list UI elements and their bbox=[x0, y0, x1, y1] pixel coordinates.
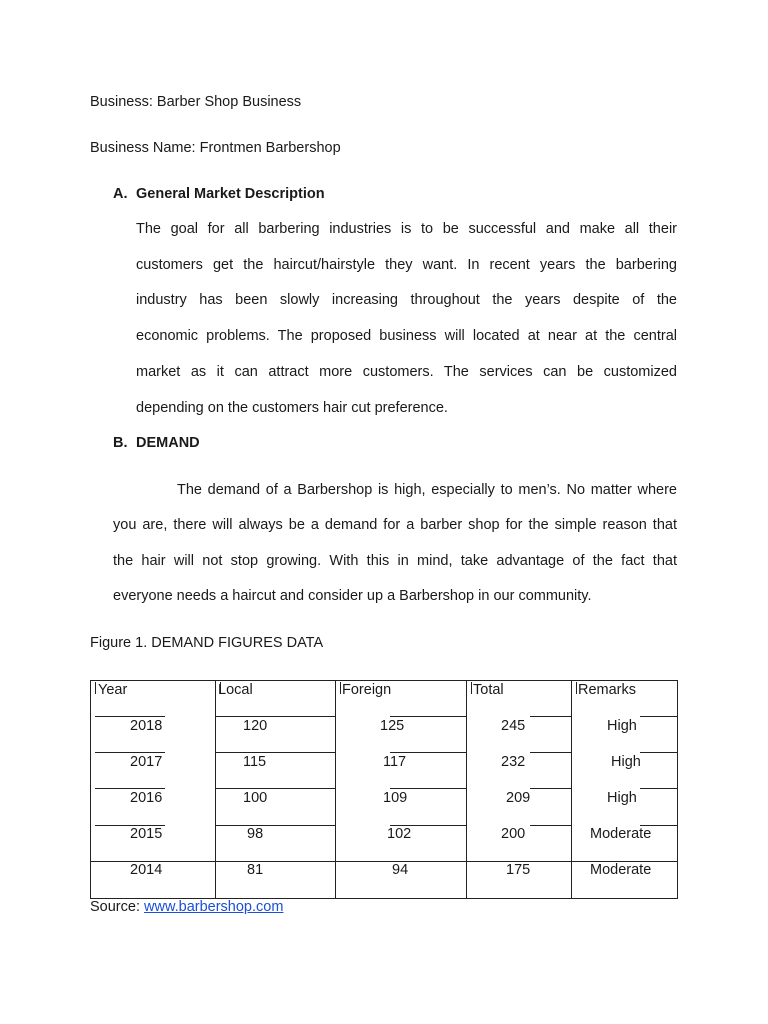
table-fragment-tick bbox=[340, 682, 341, 694]
section-b-line-3: the hair will not stop growing. With this in mind, take advantage of the fact that bbox=[113, 553, 677, 569]
section-a-line-4: economic problems. The proposed business will located at near at the central bbox=[136, 328, 677, 344]
section-b-line-2: you are, there will always be a demand for a barber shop for the simple reason that bbox=[113, 517, 677, 533]
table-header-foreign: Foreign bbox=[342, 682, 392, 698]
table-cell: 115 bbox=[243, 754, 267, 770]
source-link[interactable]: www.barbershop.com bbox=[144, 899, 284, 915]
table-cell: 125 bbox=[380, 718, 405, 734]
table-fragment-line bbox=[390, 752, 466, 753]
table-cell: 102 bbox=[387, 826, 412, 842]
table-header-year: Year bbox=[98, 682, 128, 698]
table-cell: 94 bbox=[392, 862, 409, 878]
table-cell: 175 bbox=[506, 862, 531, 878]
table-col-border bbox=[571, 680, 572, 899]
table-fragment-line bbox=[640, 716, 677, 717]
section-a-line-5: market as it can attract more customers. The services can be customized bbox=[136, 364, 677, 380]
table-cell: 232 bbox=[501, 754, 526, 770]
table-header-local: Local bbox=[218, 682, 253, 698]
section-b-line-4: everyone needs a haircut and consider up a Barbershop in our community. bbox=[113, 588, 592, 604]
table-header-total: Total bbox=[473, 682, 504, 698]
table-cell: High bbox=[611, 754, 641, 770]
table-cell: 100 bbox=[243, 790, 268, 806]
table-cell: Moderate bbox=[590, 862, 652, 878]
table-fragment-line bbox=[270, 716, 335, 717]
source-label: Source: bbox=[90, 899, 144, 915]
table-fragment-line bbox=[215, 788, 335, 789]
table-fragment-line bbox=[215, 752, 335, 753]
section-b-title: DEMAND bbox=[136, 435, 200, 451]
table-col-border bbox=[215, 680, 216, 899]
table-fragment-line bbox=[95, 788, 165, 789]
table-cell: High bbox=[607, 718, 637, 734]
table-fragment-line bbox=[390, 716, 466, 717]
table-fragment-line bbox=[215, 825, 335, 826]
table-col-border bbox=[335, 680, 336, 899]
table-col-border bbox=[466, 680, 467, 899]
section-b-line-1: The demand of a Barbershop is high, especially to men’s. No matter where bbox=[177, 482, 677, 498]
table-fragment-line bbox=[640, 752, 677, 753]
table-cell: 109 bbox=[383, 790, 408, 806]
section-a-line-1: The goal for all barbering industries is to be successful and make all their bbox=[136, 221, 677, 237]
table-fragment-line bbox=[390, 788, 466, 789]
table-fragment-line bbox=[95, 716, 165, 717]
table-fragment-line bbox=[95, 752, 165, 753]
table-cell: 120 bbox=[243, 718, 268, 734]
table-fragment-line bbox=[530, 716, 571, 717]
table-cell: Moderate bbox=[590, 826, 652, 842]
section-a-line-2: customers get the haircut/hairstyle they want. In recent years the barbering bbox=[136, 257, 677, 273]
table-fragment-tick bbox=[471, 682, 472, 694]
section-a-line-6: depending on the customers hair cut preference. bbox=[136, 400, 448, 416]
table-cell: 81 bbox=[247, 862, 264, 878]
table-cell: 98 bbox=[247, 826, 264, 842]
figure-caption: Figure 1. DEMAND FIGURES DATA bbox=[90, 635, 324, 651]
table-fragment-line bbox=[640, 788, 677, 789]
table-fragment-line bbox=[530, 825, 571, 826]
section-a-marker: A. bbox=[113, 186, 128, 202]
table-cell: 209 bbox=[506, 790, 531, 806]
business-line: Business: Barber Shop Business bbox=[90, 94, 302, 110]
table-cell: 2018 bbox=[130, 718, 163, 734]
table-col-border bbox=[677, 680, 678, 899]
table-cell: 2016 bbox=[130, 790, 163, 806]
table-cell: 2014 bbox=[130, 862, 163, 878]
table-fragment-tick bbox=[95, 682, 96, 694]
business-name-line: Business Name: Frontmen Barbershop bbox=[90, 140, 341, 156]
section-b-marker: B. bbox=[113, 435, 128, 451]
table-fragment-tick bbox=[576, 682, 577, 694]
section-a-line-3: industry has been slowly increasing throughout the years despite of the bbox=[136, 292, 677, 308]
table-cell: 200 bbox=[501, 826, 526, 842]
table-cell: 2017 bbox=[130, 754, 163, 770]
table-col-border bbox=[90, 680, 91, 899]
table-fragment-line bbox=[530, 788, 571, 789]
table-fragment-line bbox=[530, 752, 571, 753]
table-cell: High bbox=[607, 790, 637, 806]
table-top-border bbox=[90, 680, 678, 681]
section-a-title: General Market Description bbox=[136, 186, 325, 202]
source-line bbox=[90, 899, 283, 915]
demand-table bbox=[90, 680, 678, 899]
table-cell: 117 bbox=[383, 754, 407, 770]
table-cell: 2015 bbox=[130, 826, 163, 842]
table-cell: 245 bbox=[501, 718, 526, 734]
table-header-remarks: Remarks bbox=[578, 682, 637, 698]
